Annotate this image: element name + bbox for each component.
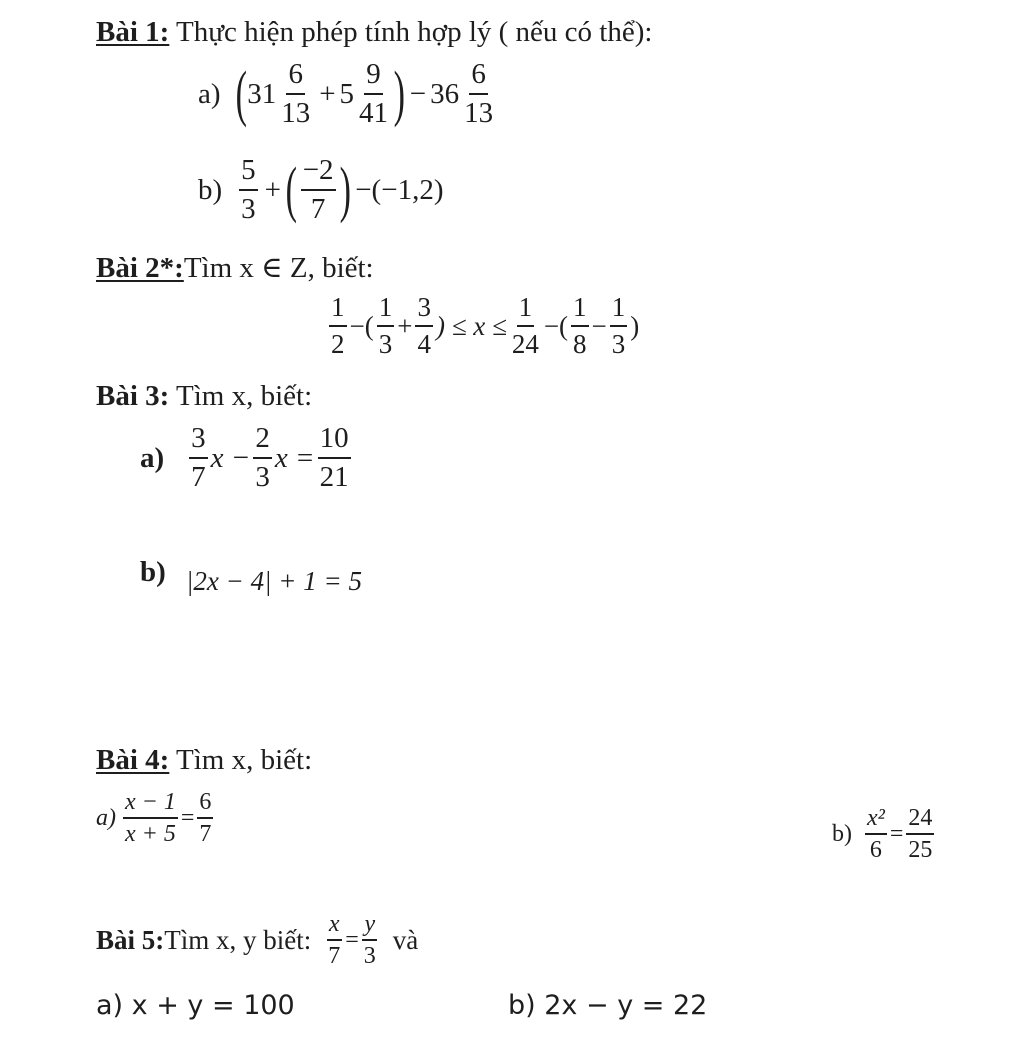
fraction [362,912,378,968]
fraction [326,912,342,968]
numerator: 3 [415,294,433,327]
mixed-number [340,60,394,128]
denominator: 2 [331,329,345,359]
bai2-heading [96,250,374,285]
equation-text: a) x + y = 100 [96,990,295,1021]
denominator: 3 [363,943,376,969]
denominator: 21 [319,461,349,493]
bai1-b-marker: b) [198,173,223,206]
bai4-b-expression [832,806,937,862]
equals-sign: = [180,804,195,831]
denominator: 25 [908,837,933,863]
denominator: 13 [464,97,494,129]
fraction [329,294,347,358]
whole-part: 5 [339,77,355,110]
operator: ) ≤ x ≤ [435,310,507,341]
mixed-number [247,60,315,128]
operator: x = [274,441,315,474]
marker-text: b) [140,556,166,588]
bai1-a-marker: a) [198,77,221,110]
denominator: 3 [255,461,270,493]
bai1-b-expression [198,156,447,224]
bai3-label: Bài 3: [96,380,170,412]
bai2-inequality [326,294,639,358]
denominator: x + 5 [125,821,176,847]
numerator: 5 [239,156,258,191]
operator: −( [543,310,569,341]
bai5-ratio [323,912,381,968]
paren-open: ( [285,156,298,224]
equals-sign: = [345,926,359,953]
operator: + [397,310,413,341]
bai4-a-marker: a) [96,804,116,831]
bai3-b-expression [186,566,362,597]
bai3-heading [96,380,312,413]
bai3-a-expression [140,424,354,492]
tail-expression: −(−1,2) [355,173,444,206]
paren-close: ) [339,156,351,224]
bai4-instruction: Tìm x, biết: [169,744,313,776]
bai3-a-marker: a) [140,441,165,474]
bai4-a-expression [96,790,216,846]
denominator: 4 [417,329,431,359]
fraction [123,790,178,846]
numerator: 1 [517,294,535,327]
numerator: 6 [197,790,213,819]
bai5-instruction: Tìm x, y biết: [164,924,312,955]
denominator: 6 [869,837,882,863]
bai5-conjunction: và [392,924,419,955]
fraction [571,294,589,358]
bai4-label: Bài 4: [96,744,170,776]
bai1-heading [96,16,652,49]
denominator: 7 [191,461,206,493]
whole-part: 31 [247,77,277,110]
bai3-instruction: Tìm x, biết: [169,380,313,412]
minus-sign: − [409,77,427,110]
fraction [253,424,272,492]
equation-text: b) 2x − y = 22 [508,990,708,1021]
numerator: 1 [610,294,628,327]
operator: −( [349,310,374,341]
plus-sign: + [319,77,336,110]
paren-open: ( [235,60,247,128]
fraction [279,60,312,128]
absolute-value-equation: |2x − 4| + 1 = 5 [186,566,362,596]
fraction [197,790,213,846]
numerator: 1 [329,294,347,327]
bai3-b-marker [140,556,166,589]
operator: x − [210,441,251,474]
numerator: x [327,912,342,941]
plus-sign: + [264,173,282,206]
mixed-number [430,60,498,128]
bai5-heading [96,912,418,968]
numerator: −2 [301,156,336,191]
numerator: 10 [318,424,351,459]
denominator: 3 [241,193,256,225]
operator: − [591,310,607,341]
fraction [239,156,258,224]
numerator: x − 1 [123,790,178,819]
bai5-label: Bài 5: [96,924,165,955]
numerator: 1 [377,294,395,327]
denominator: 3 [378,329,393,359]
paren-close: ) [393,60,406,128]
denominator: 7 [199,821,212,847]
numerator: 3 [189,424,208,459]
numerator: 6 [469,60,488,95]
bai2-instruction: Tìm x ∈ Z, biết: [183,252,374,284]
bai1-instruction: Thực hiện phép tính hợp lý ( nếu có thể): [169,16,653,48]
denominator: 3 [611,329,626,359]
fraction [462,60,495,128]
fraction [318,424,351,492]
fraction [189,424,208,492]
numerator: x² [865,806,887,835]
fraction [357,60,390,128]
denominator: 7 [310,193,326,225]
bai5-a-equation [96,990,295,1021]
bai4-heading [96,744,312,777]
denominator: 41 [359,97,389,129]
numerator: 1 [571,294,589,327]
operator: ) [630,310,640,341]
fraction [415,294,433,358]
fraction [377,294,395,358]
numerator: 6 [286,60,305,95]
whole-part: 36 [430,77,460,110]
bai5-b-equation [508,990,707,1021]
equals-sign: = [889,820,904,847]
fraction [610,294,628,358]
bai4-b-marker: b) [832,820,852,847]
fraction [906,806,934,862]
fraction [301,156,336,224]
numerator: y [362,912,377,941]
numerator: 2 [253,424,272,459]
fraction [510,294,541,358]
bai1-a-expression [198,60,498,128]
bai2-label: Bài 2*: [96,252,184,284]
denominator: 24 [511,329,539,359]
denominator: 7 [328,943,341,969]
bai1-label: Bài 1: [96,16,170,48]
denominator: 13 [281,97,311,129]
numerator: 24 [906,806,934,835]
denominator: 8 [573,329,587,359]
fraction [865,806,887,862]
numerator: 9 [364,60,383,95]
